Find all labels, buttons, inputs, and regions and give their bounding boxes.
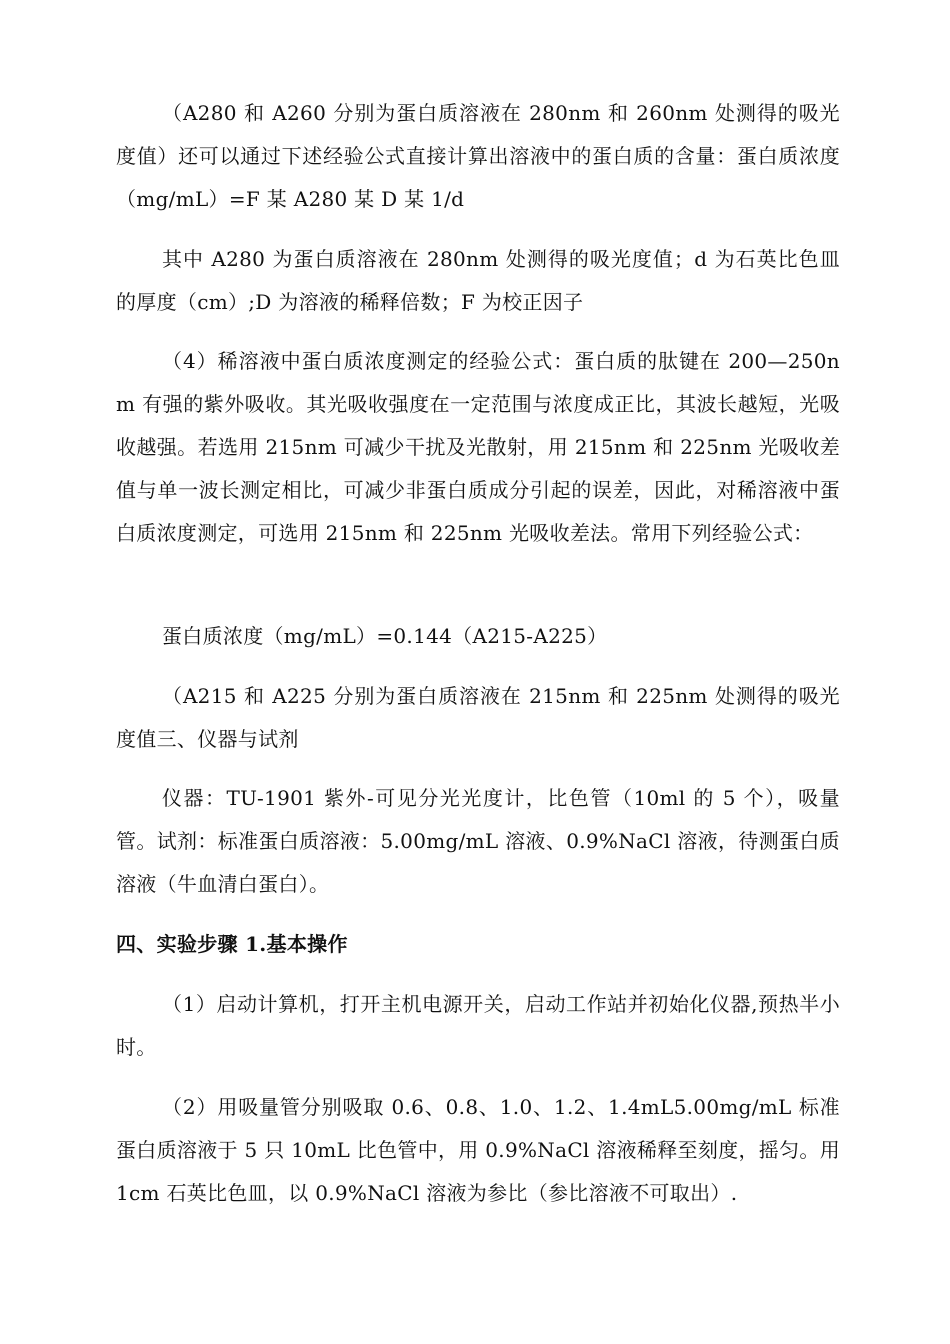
paragraph-instruments-reagents: 仪器：TU-1901 紫外-可见分光光度计，比色管（10ml 的 5 个），吸量管。试剂：标准蛋白质溶液：5.00mg/mL 溶液、0.9%NaCl 溶液，待测蛋白质溶液（牛血清白蛋白）。 [116,786,840,896]
paragraph-step-1: （1）启动计算机，打开主机电源开关，启动工作站并初始化仪器,预热半小时。 [116,992,840,1059]
section-heading-experiment-steps: 四、实验步骤 1.基本操作 [116,932,348,956]
paragraph-formula-variables: 其中 A280 为蛋白质溶液在 280nm 处测得的吸光度值；d 为石英比色皿的厚度（cm）;D 为溶液的稀释倍数；F 为校正因子 [116,247,840,314]
paragraph-dilute-formula: 蛋白质浓度（mg/mL）=0.144（A215-A225） [162,624,608,648]
paragraph-absorbance-formula: （A280 和 A260 分别为蛋白质溶液在 280nm 和 260nm 处测得的吸光度值）还可以通过下述经验公式直接计算出溶液中的蛋白质的含量：蛋白质浓度（mg/mL）=F 某 A280 某 D 某 1/d [116,101,840,211]
paragraph-step-2: （2）用吸量管分别吸取 0.6、0.8、1.0、1.2、1.4mL5.00mg/mL 标准蛋白质溶液于 5 只 10mL 比色管中，用 0.9%NaCl 溶液稀释至刻度，摇匀。用 1cm 石英比色皿，以 0.9%NaCl 溶液为参比（参比溶液不可取出）. [116,1095,840,1205]
paragraph-a215-a225-note: （A215 和 A225 分别为蛋白质溶液在 215nm 和 225nm 处测得的吸光度值三、仪器与试剂 [116,684,840,751]
paragraph-dilute-solution-method: （4）稀溶液中蛋白质浓度测定的经验公式：蛋白质的肽键在 200—250nm 有强的紫外吸收。其光吸收强度在一定范围与浓度成正比，其波长越短，光吸收越强。若选用 215nm 可减少干扰及光散射，用 215nm 和 225nm 光吸收差值与单一波长测定相比，可减少非蛋白质成分引起的误差，因此，对稀溶液中蛋白质浓度测定，可选用 215nm 和 225nm 光吸收差法。常用下列经验公式： [116,349,840,545]
